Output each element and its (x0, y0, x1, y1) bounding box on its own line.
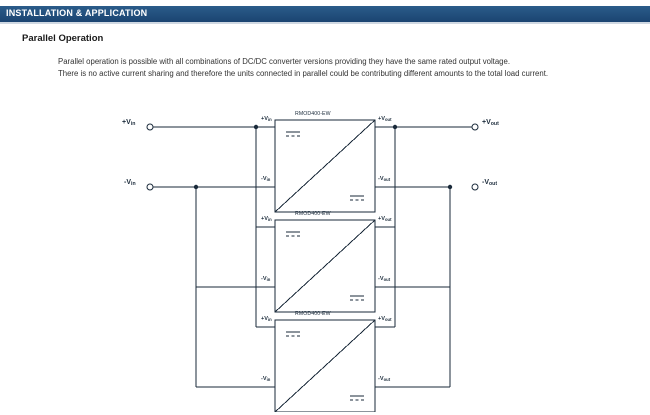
section-header-bar (0, 6, 650, 23)
schematic-svg (120, 92, 640, 412)
module-3-pin-vin-pos: $+V_{in}$ (261, 316, 272, 322)
module-1-part-name: RMOD400-EW (295, 111, 331, 117)
module-1-pin-vout-pos: $+V_{out}$ (378, 116, 392, 122)
junction-dot-vin-neg (194, 185, 198, 189)
module-3-pin-vin-neg: $-V_{in}$ (261, 376, 271, 382)
terminal-vin-neg (147, 184, 153, 190)
module-2-pin-vout-pos: $+V_{out}$ (378, 216, 392, 222)
body-paragraph-line-2: There is no active current sharing and therefore the units connected in parallel could be contributing different amounts to the total load current. (58, 69, 549, 78)
module-2-pin-vin-neg: $-V_{in}$ (261, 276, 271, 282)
module-2-part-name: RMOD400-EW (295, 211, 331, 217)
parallel-operation-schematic (120, 92, 640, 412)
module-1-pin-vin-pos: $+V_{in}$ (261, 116, 272, 122)
module-1-pin-vin-neg: $-V_{in}$ (261, 176, 271, 182)
junction-dot-vout-pos (393, 125, 397, 129)
terminal-circles (147, 124, 478, 190)
section-header-title: INSTALLATION & APPLICATION (6, 8, 148, 18)
junction-dot-vout-neg (448, 185, 452, 189)
header-underline (0, 22, 650, 24)
page-title: Parallel Operation (22, 33, 104, 44)
terminal-vout-pos (472, 124, 478, 130)
module-3-pin-vout-neg: $-V_{out}$ (378, 376, 391, 382)
module-3-diagonal (275, 320, 375, 412)
module-2-diagonal (275, 220, 375, 312)
module-3-pin-vout-pos: $+V_{out}$ (378, 316, 392, 322)
body-paragraph-line-1: Parallel operation is possible with all combinations of DC/DC converter versions providing they have the same rated output voltage. (58, 57, 511, 66)
junction-dots (194, 125, 452, 189)
terminal-label-vin-neg: $-V_{in}$ (124, 179, 136, 187)
junction-dot-vin-pos (254, 125, 258, 129)
module-2-pin-vout-neg: $-V_{out}$ (378, 276, 391, 282)
module-2-pin-vin-pos: $+V_{in}$ (261, 216, 272, 222)
module-3-part-name: RMOD400-EW (295, 311, 331, 317)
terminal-vin-pos (147, 124, 153, 130)
terminal-label-vout-neg: $-V_{out}$ (482, 179, 498, 187)
terminal-label-vin-pos: $+V_{in}$ (122, 119, 136, 127)
module-1-pin-vout-neg: $-V_{out}$ (378, 176, 391, 182)
terminal-vout-neg (472, 184, 478, 190)
module-1-diagonal (275, 120, 375, 212)
terminal-label-vout-pos: $+V_{out}$ (482, 119, 499, 127)
